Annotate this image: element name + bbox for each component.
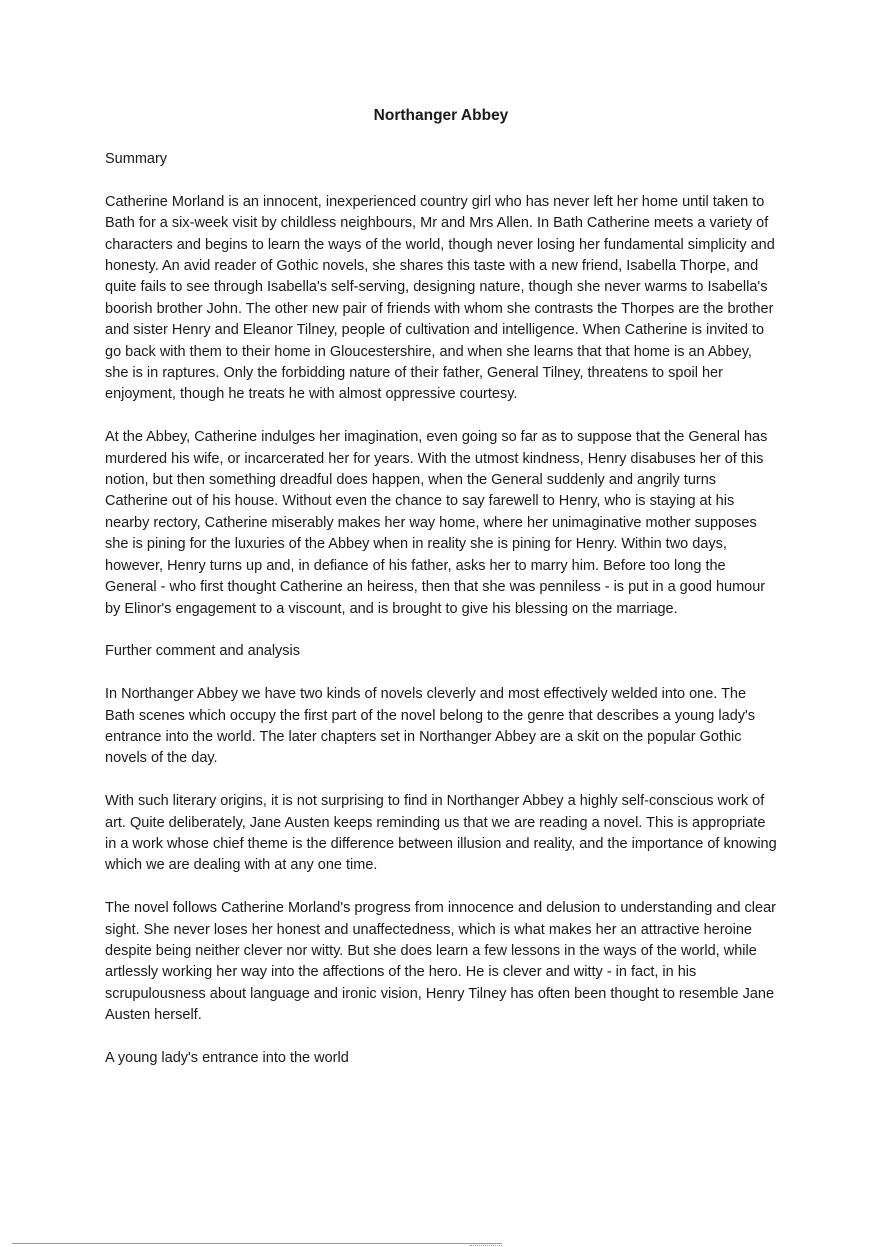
page-bottom-rule [12, 1243, 502, 1244]
paragraph-summary-2: At the Abbey, Catherine indulges her imagination, even going so far as to suppose that the General has murdered his wife, or incarcerated her for years. With the utmost kindness, Henry disabuses her of this notion, but then something dreadful does happen, when the General suddenly and angrily turns Catherine out of his house. Without even the chance to say farewell to Henry, who is staying at his nearby rectory, Catherine miserably makes her way home, where her unimaginative mother supposes she is pining for the luxuries of the Abbey when in reality she is pining for Henry. Within two days, however, Henry turns up and, in defiance of his father, asks her to marry him. Before too long the General - who first thought Catherine an heiress, then that she was penniless - is put in a good humour by Elinor's engagement to a viscount, and is brought to give his blessing on the marriage. [105, 429, 768, 617]
paragraph-analysis-3: The novel follows Catherine Morland's progress from innocence and delusion to understanding and clear sight. She never loses her honest and unaffectedness, which is what makes her an attractive heroine despite being neither clever nor witty. But she does learn a few lessons in the ways of the world, while artlessly working her way into the affections of the hero. He is clever and witty - in fact, in his scrupulousness about language and ironic vision, Henry Tilney has often been thought to resemble Jane Austen herself. [105, 900, 776, 1024]
section-heading-further-comment: Further comment and analysis [105, 643, 301, 660]
document-page [105, 104, 777, 1091]
paragraph-analysis-1: In Northanger Abbey we have two kinds of novels cleverly and most effectively welded into one. The Bath scenes which occupy the first part of the novel belong to the genre that describes a young lady's entrance into the world. The later chapters set in Northanger Abbey are a skit on the popular Gothic novels of the day. [105, 686, 756, 767]
section-heading-young-lady: A young lady's entrance into the world [105, 1049, 349, 1066]
section-heading-summary: Summary [105, 151, 168, 167]
document-title: Northanger Abbey [373, 107, 509, 124]
page-bottom-rule-dotted [470, 1245, 502, 1246]
paragraph-analysis-2: With such literary origins, it is not surprising to find in Northanger Abbey a highly self-conscious work of art. Quite deliberately, Jane Austen keeps reminding us that we are reading a novel. This is appropriate in a work whose chief theme is the difference between illusion and reality, and the importance of knowing which we are dealing with at any one time. [105, 793, 777, 874]
paragraph-summary-1: Catherine Morland is an innocent, inexperienced country girl who has never left her home until taken to Bath for a six-week visit by childless neighbours, Mr and Mrs Allen. In Bath Catherine meets a variety of characters and begins to learn the ways of the world, though never losing her fundamental simplicity and honesty. An avid reader of Gothic novels, she shares this taste with a new friend, Isabella Thorpe, and quite fails to see through Isabella's self-serving, designing nature, though she never warms to Isabella's boorish brother John. The other new pair of friends with whom she contrasts the Thorpes are the brother and sister Henry and Eleanor Tilney, people of cultivation and intelligence. When Catherine is invited to go back with them to their home in Gloucestershire, and when she learns that that home is an Abbey, she is in raptures. Only the forbidding nature of their father, General Tilney, threatens to spoil her enjoyment, though he treats he with almost oppressive courtesy. [105, 193, 775, 403]
